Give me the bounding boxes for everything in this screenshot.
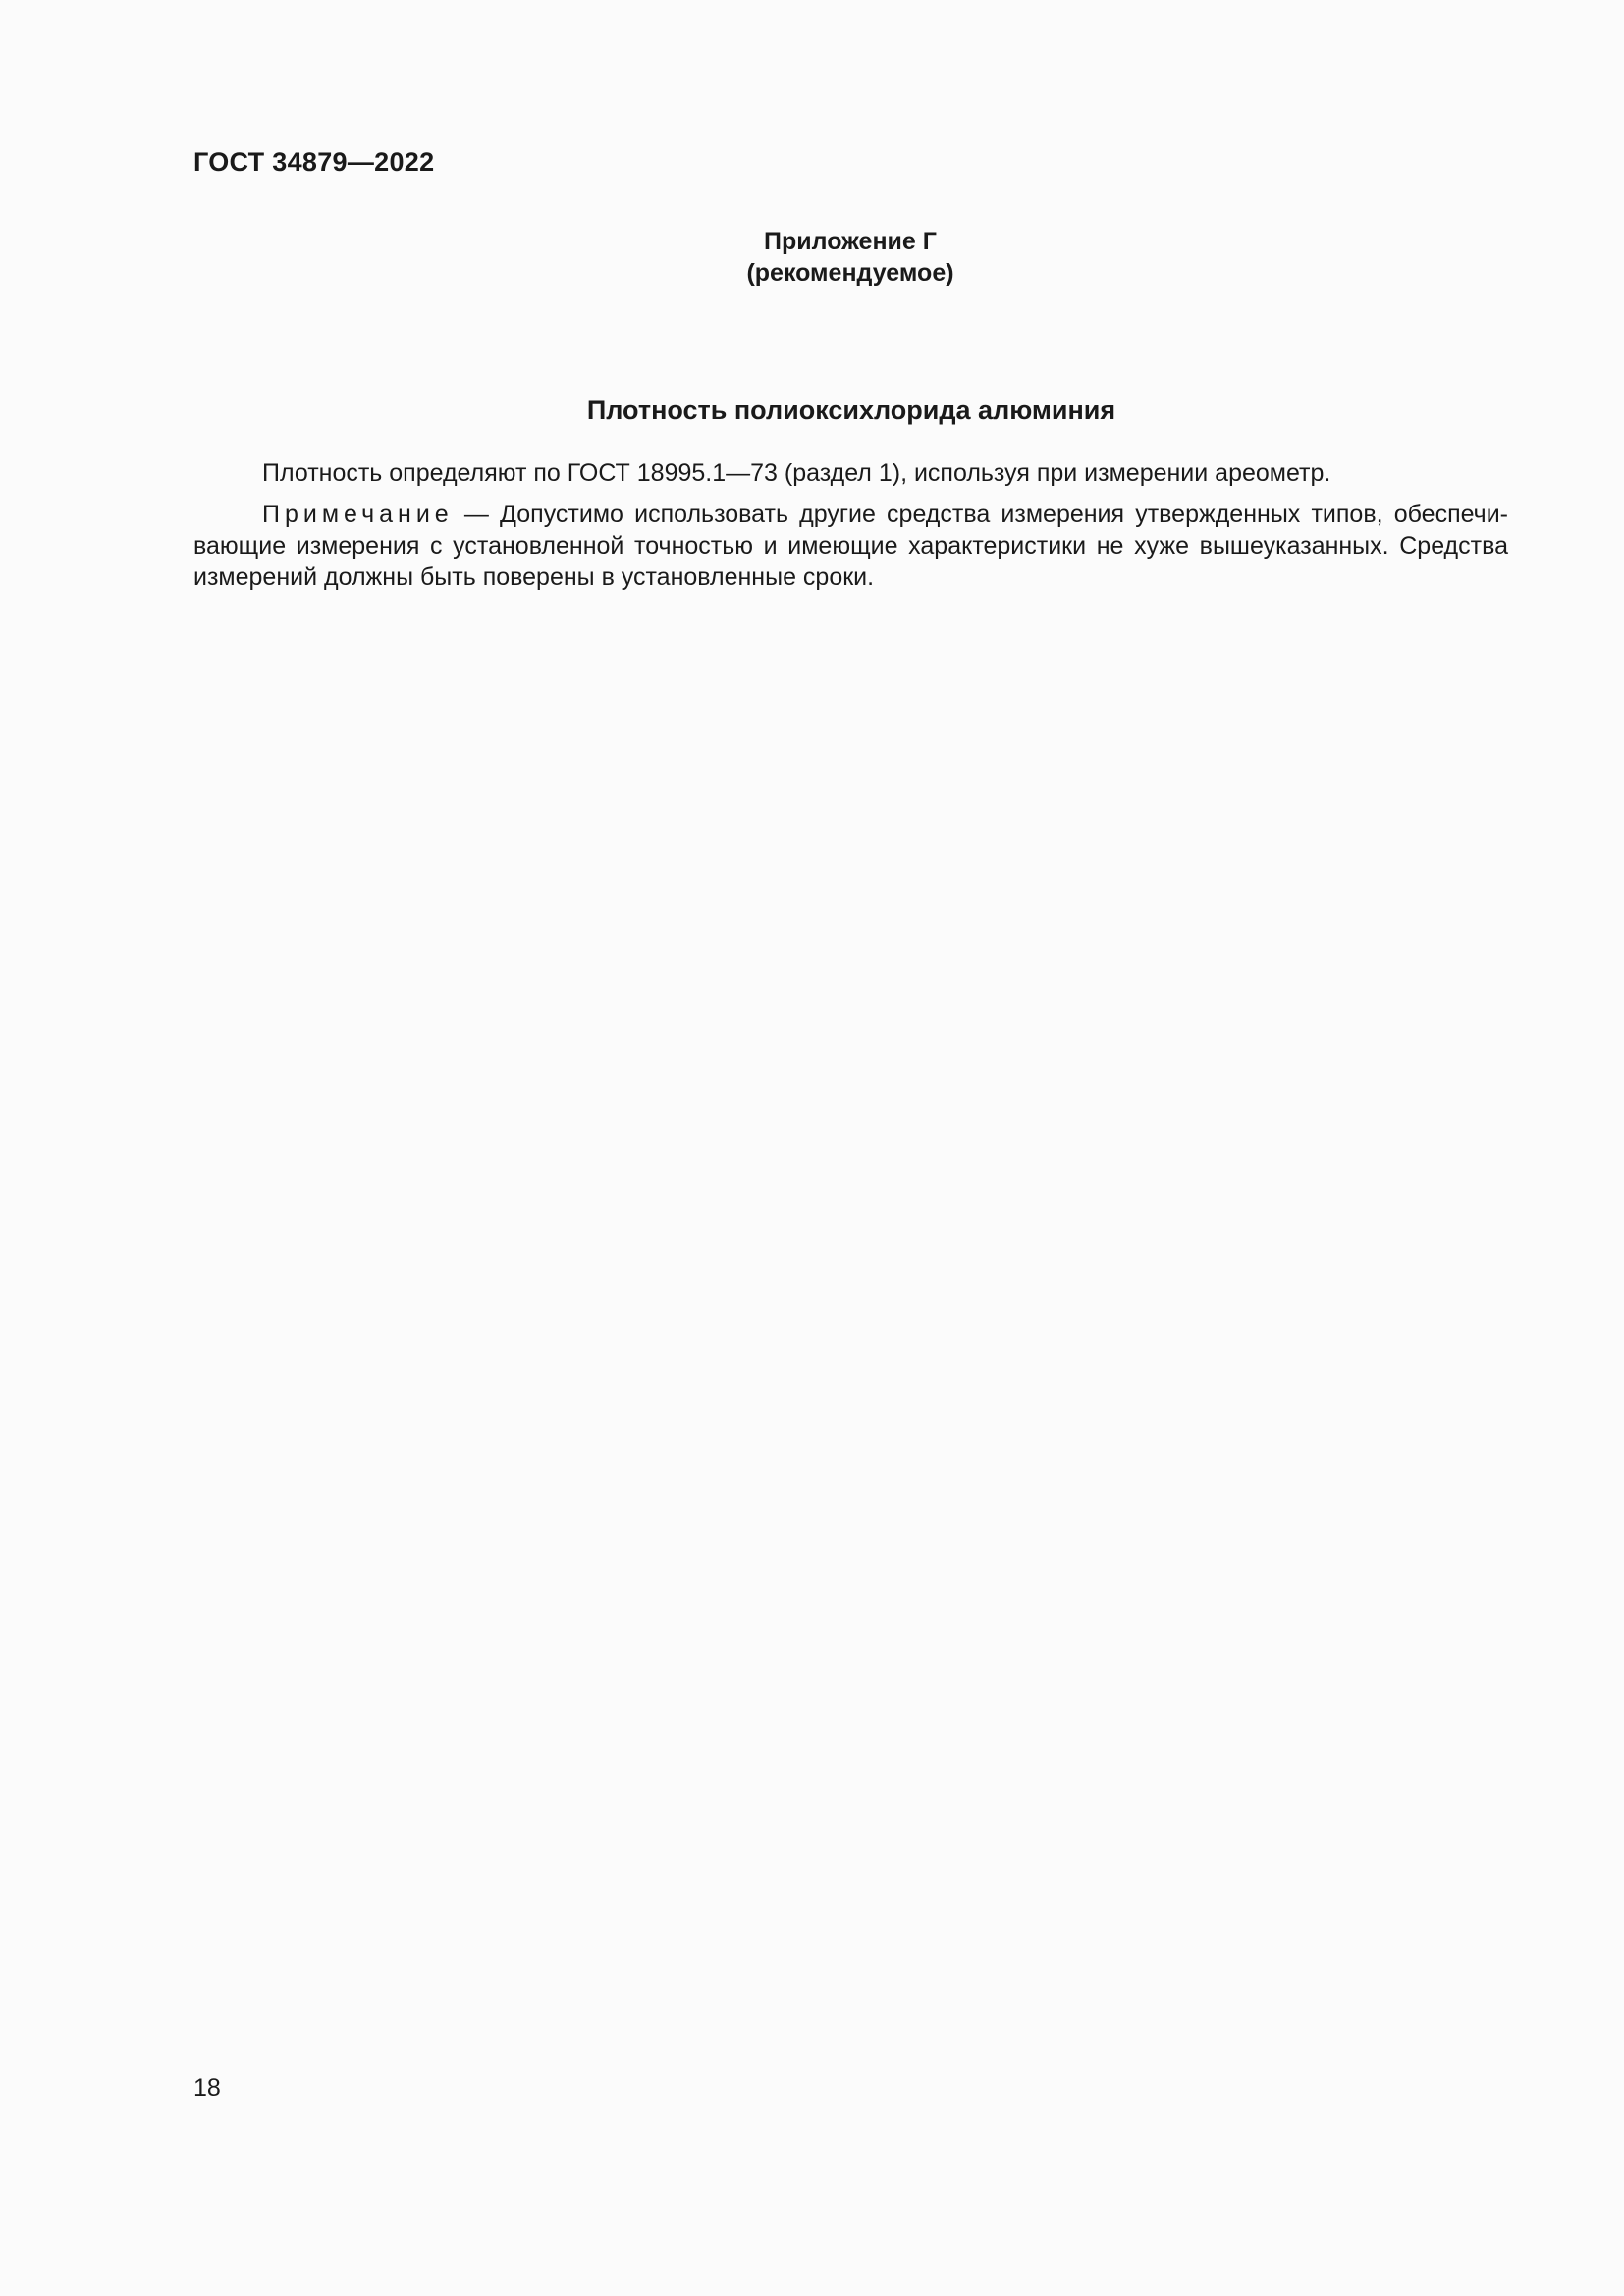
note-paragraph xyxy=(193,499,1508,593)
section-title: Плотность полиоксихлорида алюминия xyxy=(586,396,1116,425)
page-number: 18 xyxy=(193,2074,221,2102)
appendix-status: (рекомендуемое) xyxy=(746,259,954,287)
note-label: Примечание xyxy=(262,501,454,528)
document-code-header: ГОСТ 34879—2022 xyxy=(193,147,435,177)
appendix-title: Приложение Г xyxy=(764,228,937,255)
appendix-heading xyxy=(648,226,1053,289)
body-text xyxy=(193,457,1508,603)
note-text: — Допустимо использовать другие средства измерения утвержденных типов, обеспечи-вающие измерения с установленной точностью и имеющие характеристики не хуже вышеуказанных. Средства измерений должны быть поверены в установленные сроки. xyxy=(193,501,1508,591)
paragraph-density-method: Плотность определяют по ГОСТ 18995.1—73 (раздел 1), используя при измерении ареометр. xyxy=(262,459,1331,487)
